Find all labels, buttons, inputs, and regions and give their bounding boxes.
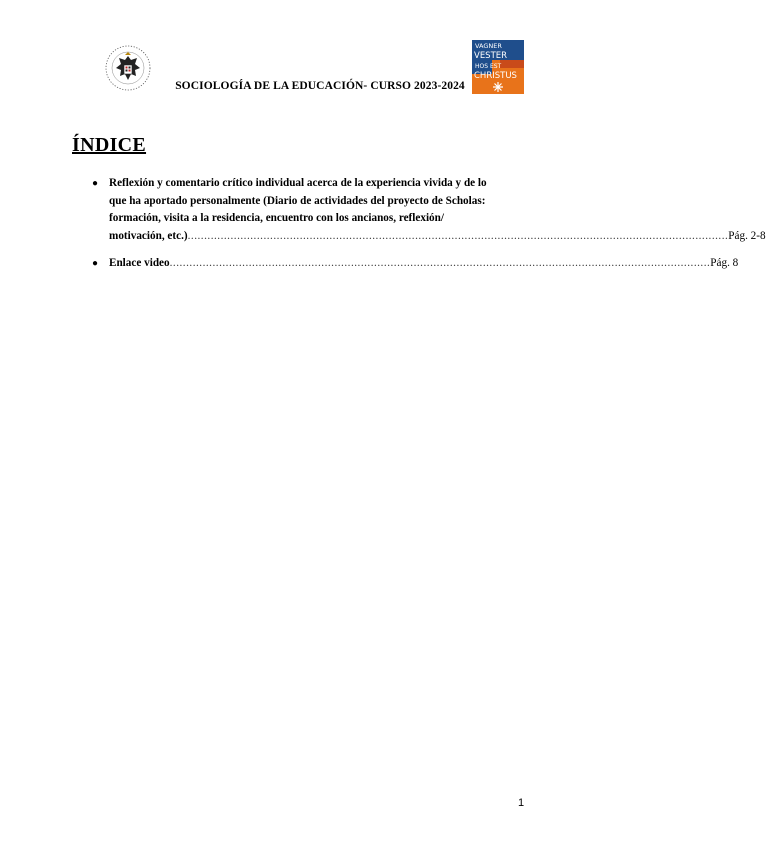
index-title: ÍNDICE — [72, 134, 147, 156]
svg-text:HOS EST: HOS EST — [475, 63, 502, 70]
vester-christus-logo — [472, 40, 524, 94]
entry-line: Reflexión y comentario crítico individual acerca de la experiencia vivida y de lo — [109, 177, 487, 189]
bullet-icon: ● — [92, 258, 99, 269]
page-number: 1 — [518, 797, 525, 809]
entry-line: formación, visita a la residencia, encuentro con los ancianos, reflexión/ — [109, 212, 444, 224]
entry-leader-line — [109, 255, 739, 273]
dot-leader: .................................................................................................................................................................... — [169, 257, 711, 269]
entry-page-ref: Pág. 8 — [710, 257, 739, 269]
university-seal-logo — [104, 44, 152, 92]
entry-page-ref: Pág. 2-8 — [728, 229, 766, 242]
entry-line: que ha aportado personalmente (Diario de actividades del proyecto de Scholas: — [109, 194, 486, 207]
bullet-icon: ● — [92, 178, 99, 189]
entry-label: Enlace video — [109, 257, 170, 269]
entry-label: motivación, etc.) — [109, 229, 188, 242]
dot-leader: .................................................................................................................................................................... — [187, 229, 729, 242]
svg-text:VESTER: VESTER — [474, 51, 508, 61]
svg-text:CHRISTUS: CHRISTUS — [474, 71, 517, 81]
header-title: SOCIOLOGÍA DE LA EDUCACIÓN- CURSO 2023-2024 — [175, 80, 465, 92]
svg-text:VAGNER: VAGNER — [475, 42, 502, 50]
entry-leader-line — [109, 228, 766, 246]
